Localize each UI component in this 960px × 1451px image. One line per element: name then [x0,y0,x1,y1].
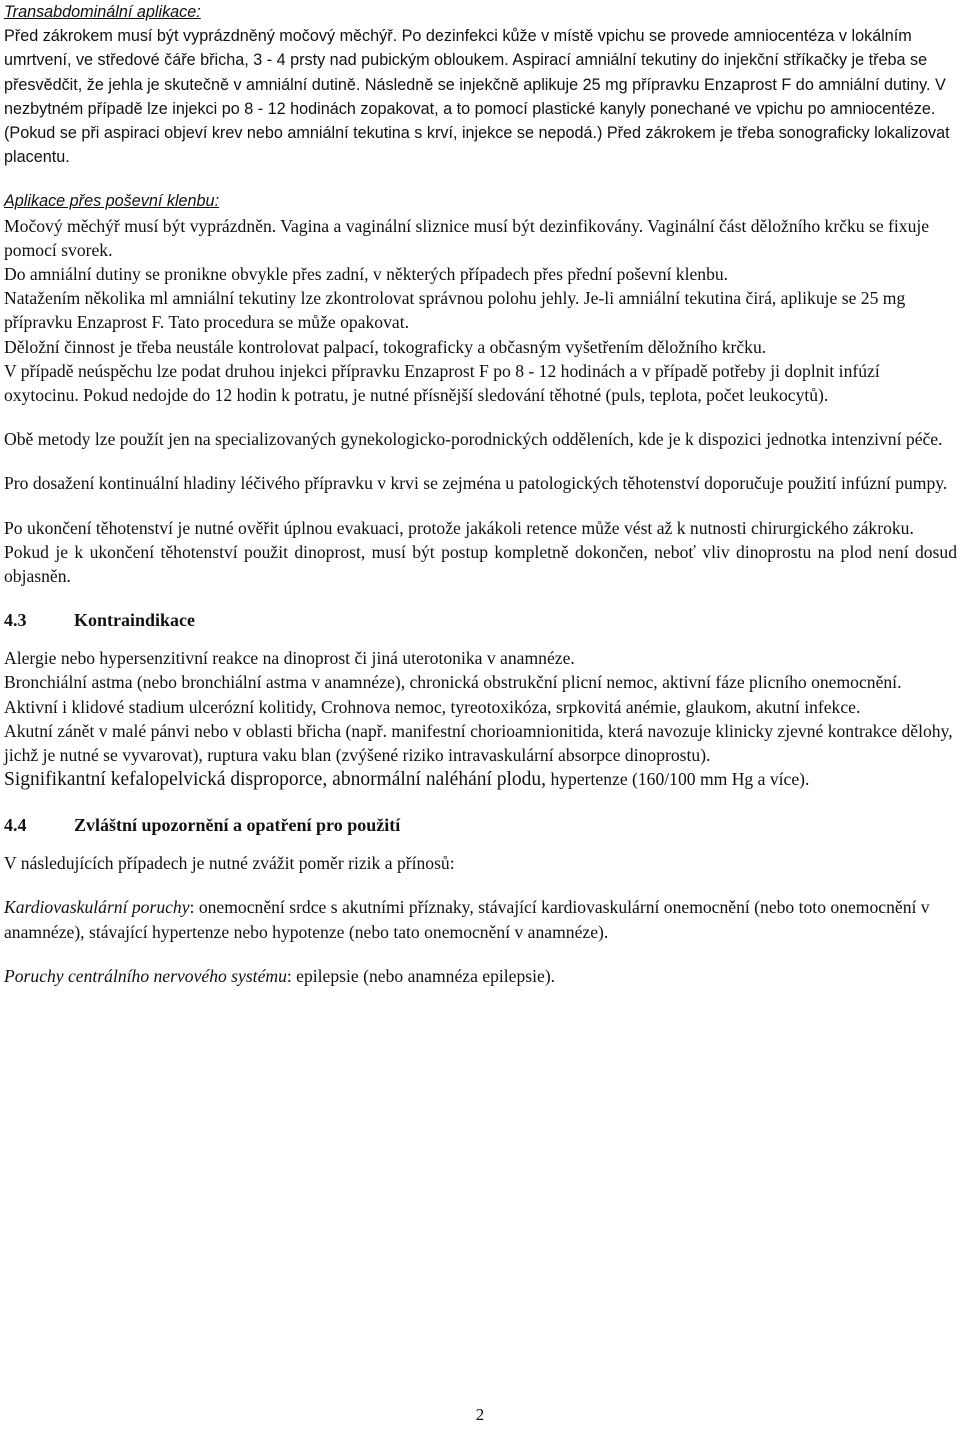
general-paragraph-4: Pokud je k ukončení těhotenství použit dinoprost, musí být postup kompletně dokončen, neboť vliv dinoprostu na plod není dosud objasněn. [4,541,957,587]
general-paragraph-1: Obě metody lze použít jen na specializovaných gynekologicko-porodnických odděleních, kde je k dispozici jednotka intenzivní péče. [4,429,943,450]
transabdominal-paragraph: Před zákrokem musí být vyprázdněný močový měchýř. Po dezinfekci kůže v místě vpichu se provede amniocentéza v lokálním umrtvení, ve středové čáře břicha, 3 - 4 prsty nad pubickým obloukem. Aspirací amniální tekutiny do injekční stříkačky je třeba se přesvědčit, že jehla je skutečně v amniální dutině. Následně se injekčně aplikuje 25 mg přípravku Enzaprost F do amniální dutiny. V nezbytném případě lze injekci po 8 - 12 hodinách zopakovat, a to pomocí plastické kanyly ponechané ve vpichu po amniocentéze. (Pokud se při aspiraci objeví krev nebo amniální tekutina s krví, injekce se nepodá.) Před zákrokem je třeba sonograficky lokalizovat placentu. [4,27,950,167]
vaginal-heading: Aplikace přes poševní klenbu: [4,192,220,211]
vaginal-paragraph-4: Děložní činnost je třeba neustále kontrolovat palpací, tokograficky a občasným vyšetřením děložního krčku. [4,336,767,357]
contraindication-item: Aktivní i klidové stadium ulcerózní kolitidy, Crohnova nemoc, tyreotoxikóza, srpkovitá anémie, glaukom, akutní infekce. [4,696,861,717]
precautions-heading [4,813,957,837]
general-paragraph-3: Po ukončení těhotenství je nutné ověřit úplnou evakuaci, protože jakákoli retence může vést až k nutnosti chirurgického zákroku. [4,517,914,538]
precautions-intro: V následujících případech je nutné zvážit poměr rizik a přínosů: [4,853,455,874]
contraindication-item-last: Signifikantní kefalopelvická disproporce, abnormální naléhání plodu, hypertenze (160/100 mm Hg a více). [4,769,810,791]
vaginal-paragraph-3: Natažením několika ml amniální tekutiny lze zkontrolovat správnou polohu jehly. Je-li amniální tekutina čirá, aplikuje se 25 mg přípravku Enzaprost F. Tato procedura se může opakovat. [4,288,906,333]
cns-paragraph: Poruchy centrálního nervového systému: epilepsie (nebo anamnéza epilepsie). [4,965,556,986]
vaginal-paragraph-1: Močový měchýř musí být vyprázdněn. Vagina a vaginální sliznice musí být dezinfikovány. Vaginální část děložního krčku se fixuje pomocí svorek. [4,215,930,260]
transabdominal-heading: Transabdominální aplikace: [4,3,201,21]
contraindications-heading [4,608,957,632]
section-number: 4.4 [4,815,27,836]
section-number: 4.3 [4,610,27,631]
contraindication-item: Akutní zánět v malé pánvi nebo v oblasti břicha (např. manifestní chorioamnionitida, která navozuje klinicky zjevné kontrakce dělohy, jichž je nutné se vyvarovat), ruptura vaku blan (zvýšené riziko intravaskulární absorpce dinoprostu). [4,720,953,766]
section-title: Zvláštní upozornění a opatření pro použití [74,815,401,836]
cns-label: Poruchy centrálního nervového systému [4,965,287,986]
vaginal-paragraph-2: Do amniální dutiny se pronikne obvykle přes zadní, v některých případech přes přední poševní klenbu. [4,264,729,285]
cardio-label: Kardiovaskulární poruchy [4,897,190,918]
page-number: 2 [475,1405,485,1424]
contraindication-item: Alergie nebo hypersenzitivní reakce na dinoprost či jiná uterotonika v anamnéze. [4,648,575,669]
general-paragraph-2: Pro dosažení kontinuální hladiny léčivého přípravku v krvi se zejména u patologických těhotenství doporučuje použití infúzní pumpy. [4,473,948,494]
section-title: Kontraindikace [74,610,196,631]
vaginal-paragraph-5: V případě neúspěchu lze podat druhou injekci přípravku Enzaprost F po 8 - 12 hodinách a v případě potřeby ji doplnit infúzí oxytocinu. Pokud nedojde do 12 hodin k potratu, je nutné přísnější sledování těhotné (puls, teplota, počet leukocytů). [4,360,880,406]
contraindication-item: Bronchiální astma (nebo bronchiální astma v anamnéze), chronická obstrukční plicní nemoc, aktivní fáze plicního onemocnění. [4,672,902,693]
cardio-paragraph: Kardiovaskulární poruchy: onemocnění srdce s akutními příznaky, stávající kardiovaskulární onemocnění (nebo toto onemocnění v anamnéze), stávající hypertenze nebo hypotenze (nebo tato onemocnění v anamnéze). [4,897,930,942]
